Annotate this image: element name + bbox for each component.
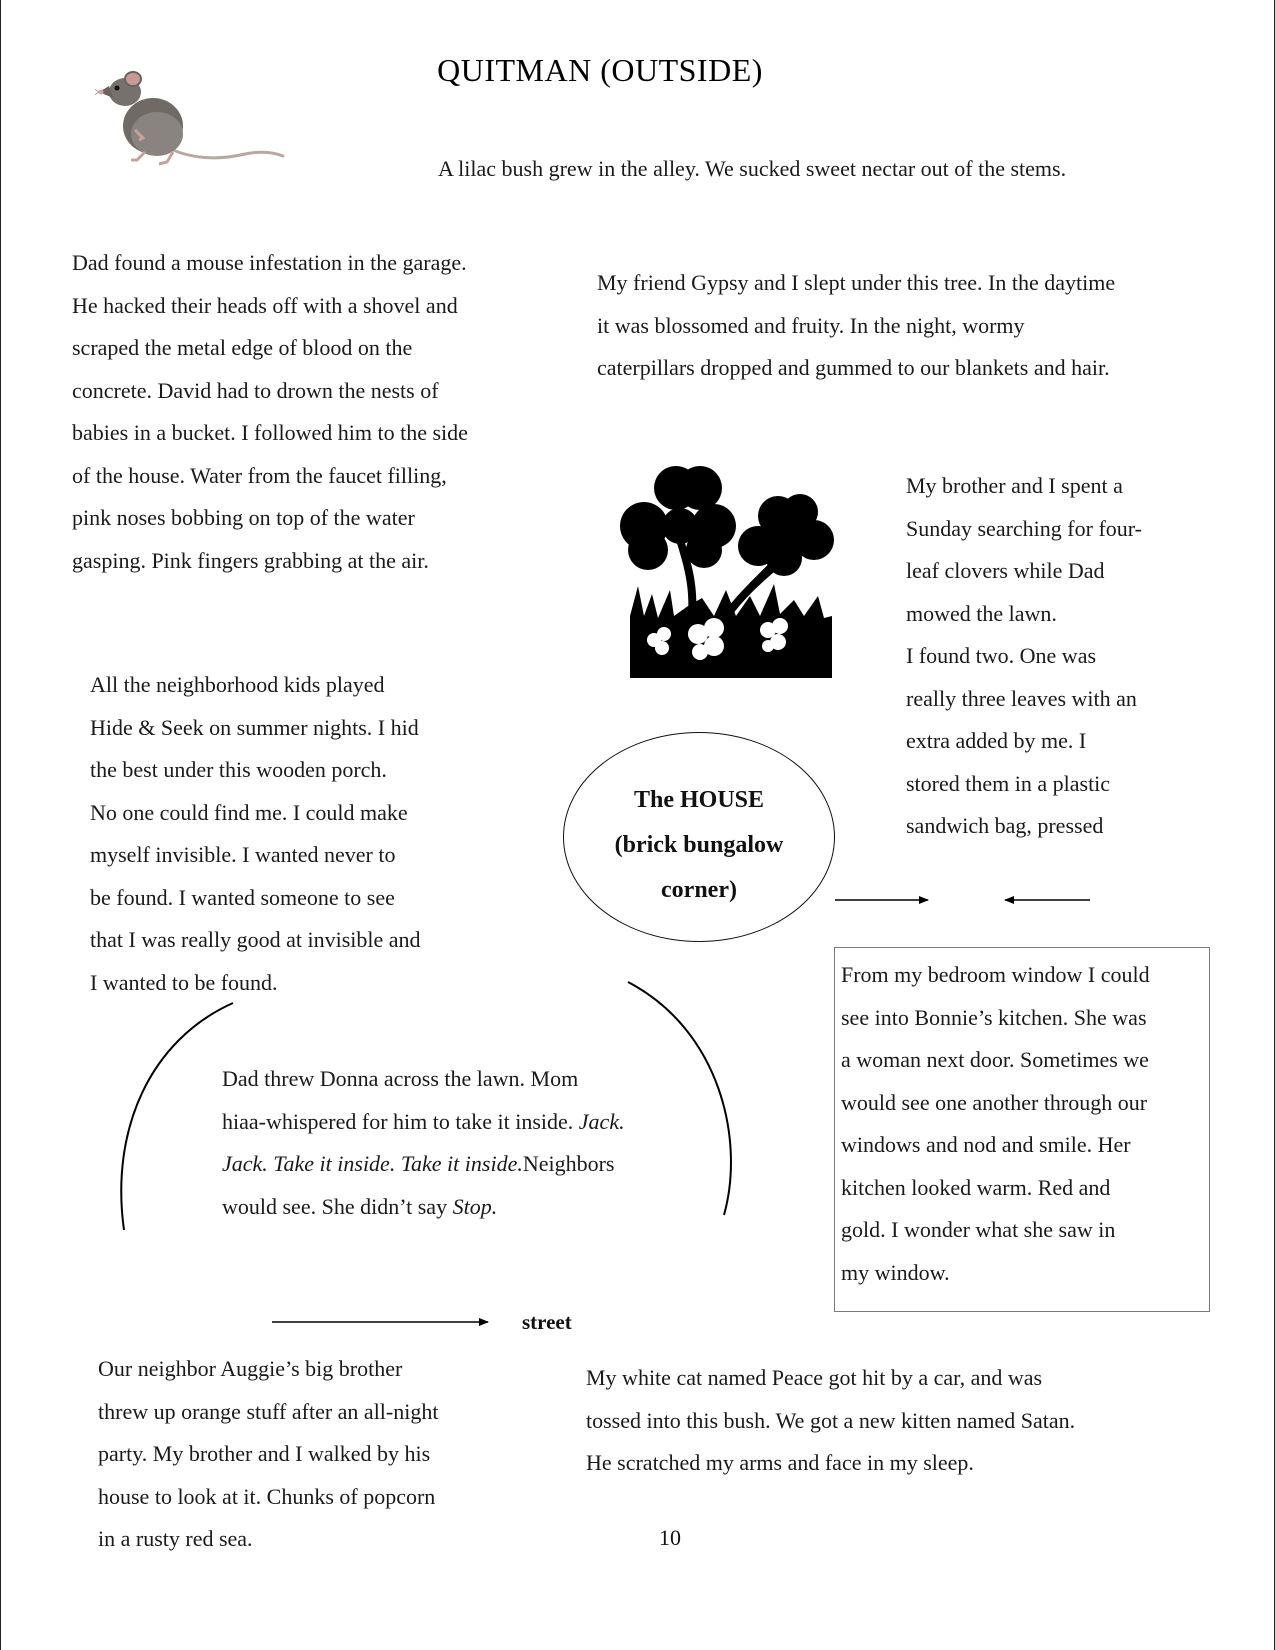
text-line: would see one another through our [841,1089,1148,1115]
text-line: that I was really good at invisible and [90,927,421,952]
text-line: windows and nod and smile. Her [841,1132,1131,1157]
text-line: caterpillars dropped and gummed to our blankets and hair. [597,355,1110,380]
text-line: party. My brother and I walked by his [98,1441,431,1466]
text-line: I found two. One was [906,643,1097,668]
text-run: would see. She didn’t say [222,1193,453,1219]
text-line: pink noses bobbing on top of the water [72,505,415,530]
italic-text: Jack. Take it inside. Take it inside. [222,1151,523,1176]
text-line: babies in a bucket. I followed him to the side [72,420,468,445]
text-line: No one could find me. I could make [90,799,408,825]
text-line [222,1143,625,1186]
text-line: kitchen looked warm. Red and [841,1174,1111,1200]
text-line: Sunday searching for four- [906,515,1142,541]
text-line: really three leaves with an [906,685,1137,711]
auggie-paragraph [98,1348,438,1561]
text-line: My brother and I spent a [906,473,1123,498]
text-line: the best under this wooden porch. [90,757,387,782]
text-line: in a rusty red sea. [98,1526,253,1551]
text-line [222,1101,625,1144]
text-line: extra added by me. I [906,728,1087,753]
italic-text: Stop. [452,1193,498,1219]
text-line: Hide & Seek on summer nights. I hid [90,714,419,740]
text-line: He hacked their heads off with a shovel and [72,292,458,318]
text-line: be found. I wanted someone to see [90,884,395,910]
bonnie-paragraph [841,954,1209,1294]
text-line: leaf clovers while Dad [906,558,1105,583]
text-line: gasping. Pink fingers grabbing at the air. [72,547,429,573]
text-line: concrete. David had to drown the nests of [72,377,439,403]
text-line: I wanted to be found. [90,969,278,995]
text-line: Our neighbor Auggie’s big brother [98,1356,403,1381]
text-line: tossed into this bush. We got a new kitten named Satan. [586,1407,1076,1433]
text-line: scraped the metal edge of blood on the [72,335,413,360]
page-number: 10 [659,1525,681,1550]
text-run: hiaa-whispered for him to take it inside. [222,1108,579,1134]
lawn-arc-right [628,982,731,1215]
house-label-line: The HOUSE [633,787,765,813]
text-line: My white cat named Peace got hit by a car, and was [586,1365,1043,1390]
text-line: All the neighborhood kids played [90,672,385,697]
text-line: sandwich bag, pressed [906,813,1104,838]
lawn-arc-left [121,1003,233,1230]
bonnie-text-box [834,947,1210,1312]
text-line: of the house. Water from the faucet filling, [72,462,447,488]
text-line: house to look at it. Chunks of popcorn [98,1483,436,1509]
text-line: see into Bonnie’s kitchen. She was [841,1004,1147,1030]
text-line: a woman next door. Sometimes we [841,1047,1149,1072]
street-label: street [522,1310,572,1334]
text-line: mowed the lawn. [906,600,1057,626]
text-line: Dad threw Donna across the lawn. Mom [222,1066,579,1091]
text-line: myself invisible. I wanted never to [90,842,396,867]
text-line: My friend Gypsy and I slept under this tree. In the daytime [597,270,1116,295]
text-line: gold. I wonder what she saw in [841,1217,1116,1242]
donna-paragraph [222,1058,625,1228]
peace-cat-paragraph [586,1357,1075,1485]
text-line: my window. [841,1259,950,1285]
text-line: threw up orange stuff after an all-night [98,1398,439,1424]
house-label-line: (brick bungalow [614,832,784,858]
text-line: From my bedroom window I could [841,962,1150,987]
italic-text: Jack. [578,1108,625,1134]
text-line: stored them in a plastic [906,770,1111,796]
house-label-line: corner) [661,877,737,903]
text-line: it was blossomed and fruity. In the night, wormy [597,312,1025,338]
text-line [222,1186,625,1229]
text-run: Neighbors [522,1151,615,1176]
page-title: QUITMAN (OUTSIDE) [437,52,763,88]
text-line: A lilac bush grew in the alley. We sucked sweet nectar out of the stems. [438,156,1067,181]
text-line: He scratched my arms and face in my sleep. [586,1450,974,1475]
text-line: Dad found a mouse infestation in the garage. [72,250,467,275]
